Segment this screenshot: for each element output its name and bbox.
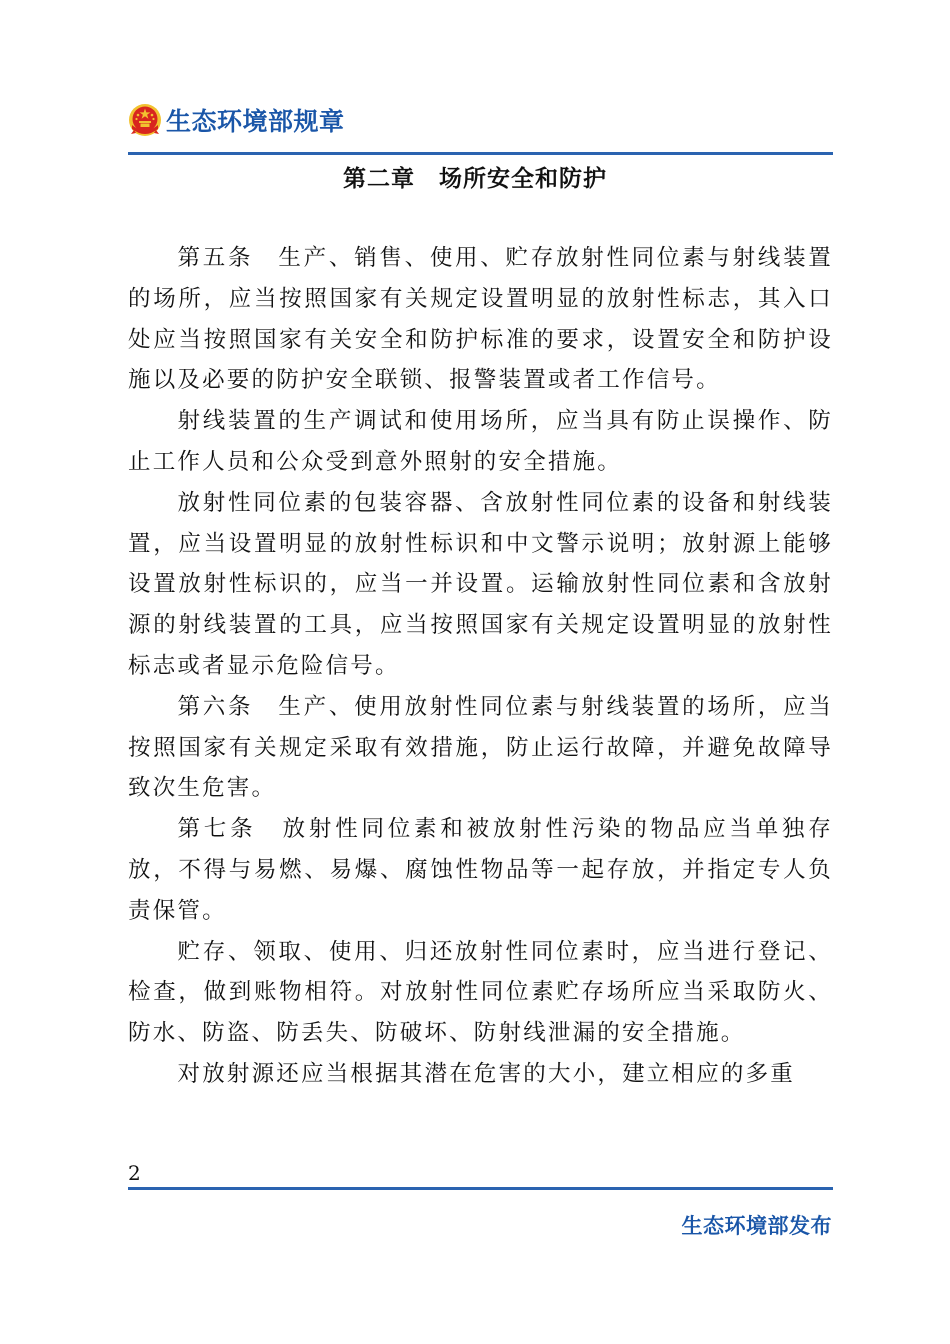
article-body	[128, 238, 833, 1095]
paragraph: 对放射源还应当根据其潜在危害的大小，建立相应的多重	[177, 1060, 796, 1087]
paragraph: 放射性同位素的包装容器、含放射性同位素的设备和射线装置，应当设置明显的放射性标识和中文警示说明；放射源上能够设置放射性标识的，应当一并设置。运输放射性同位素和含放射源的射线装置的工具，应当按照国家有关规定设置明显的放射性标志或者显示危险信号。	[128, 489, 833, 679]
page-number: 2	[128, 1161, 141, 1185]
chapter-title: 第二章 场所安全和防护	[343, 166, 607, 192]
document-header	[128, 96, 345, 144]
paragraph: 射线装置的生产调试和使用场所，应当具有防止误操作、防止工作人员和公众受到意外照射的安全措施。	[128, 408, 833, 475]
paragraph: 贮存、领取、使用、归还放射性同位素时，应当进行登记、检查，做到账物相符。对放射性同位素贮存场所应当采取防火、防水、防盗、防丢失、防破坏、防射线泄漏的安全措施。	[128, 938, 833, 1047]
footer-divider	[128, 1187, 833, 1190]
national-emblem-icon	[128, 103, 162, 137]
header-title: 生态环境部规章	[166, 107, 345, 136]
footer-publisher: 生态环境部发布	[681, 1214, 832, 1238]
paragraph-article-5: 第五条 生产、销售、使用、贮存放射性同位素与射线装置的场所，应当按照国家有关规定设置明显的放射性标志，其入口处应当按照国家有关安全和防护标准的要求，设置安全和防护设施以及必要的防护安全联锁、报警装置或者工作信号。	[128, 245, 833, 394]
header-divider	[128, 152, 833, 155]
paragraph-article-7: 第七条 放射性同位素和被放射性污染的物品应当单独存放，不得与易燃、易爆、腐蚀性物品等一起存放，并指定专人负责保管。	[128, 816, 833, 924]
paragraph-article-6: 第六条 生产、使用放射性同位素与射线装置的场所，应当按照国家有关规定采取有效措施，防止运行故障，并避免故障导致次生危害。	[128, 693, 833, 802]
